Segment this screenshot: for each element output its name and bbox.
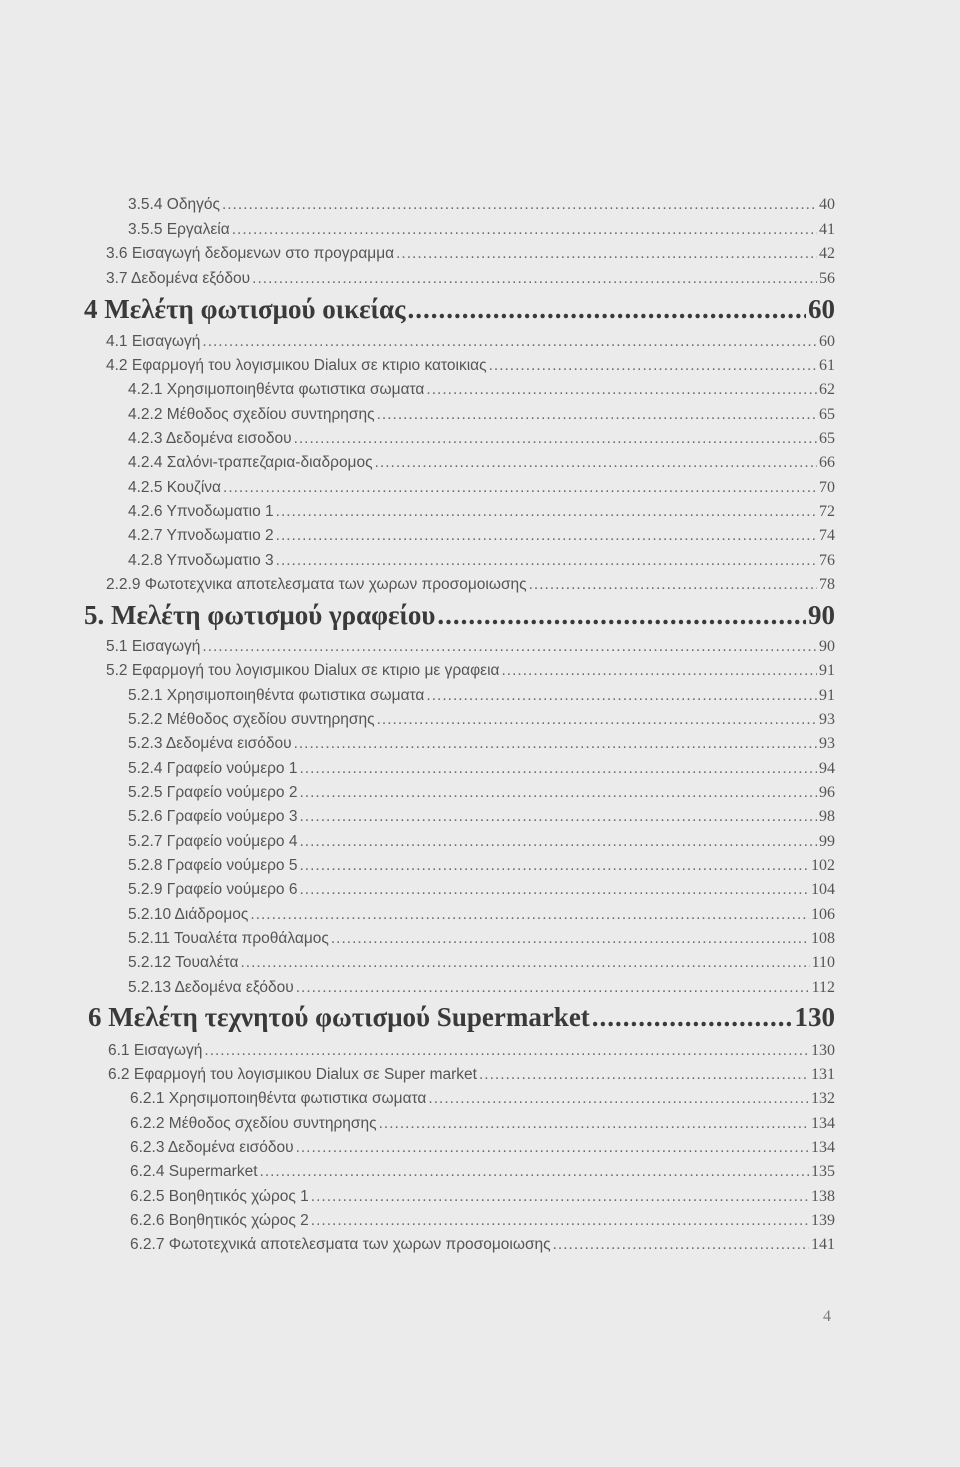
toc-entry-title: 5.2.9 Γραφείο νούμερο 6 xyxy=(128,881,298,898)
toc-entry-page: 138 xyxy=(811,1188,835,1205)
dot-leader xyxy=(202,635,817,659)
dot-leader xyxy=(204,1039,809,1063)
toc-entry-title: 5.2.2 Μέθοδος σχεδίου συντηρησης xyxy=(128,711,375,728)
toc-entry-title: 4.2 Εφαρμογή του λογισμικου Dialux σε κτιριο κατοικιας xyxy=(106,357,487,374)
toc-entry-page: 76 xyxy=(819,552,835,569)
toc-entry-page: 132 xyxy=(811,1090,835,1107)
toc-entry xyxy=(130,1160,835,1184)
toc-entry-title: 5.2.10 Διάδρομος xyxy=(128,906,249,923)
toc-entry-page: 66 xyxy=(819,454,835,471)
dot-leader xyxy=(260,1160,809,1184)
toc-entry xyxy=(130,1185,835,1209)
toc-entry-page: 62 xyxy=(819,381,835,398)
toc-entry-title: 3.7 Δεδομένα εξόδου xyxy=(106,270,251,287)
toc-entry-title: 4.2.6 Υπνοδωματιο 1 xyxy=(128,503,274,520)
dot-leader xyxy=(276,524,817,548)
toc-entry-page: 131 xyxy=(811,1066,835,1083)
toc-entry-page: 96 xyxy=(819,784,835,801)
toc-entry-page: 112 xyxy=(811,979,835,996)
toc-entry xyxy=(128,500,835,524)
toc-entry-title: 6.2.6 Βοηθητικός χώρος 2 xyxy=(130,1212,309,1229)
toc-entry-page: 108 xyxy=(811,930,835,947)
toc-entry-page: 40 xyxy=(819,196,835,213)
toc-entry-title: 5.2.7 Γραφείο νούμερο 4 xyxy=(128,833,298,850)
toc-chapter-entry xyxy=(84,599,835,631)
toc-entry-page: 60 xyxy=(819,333,835,350)
toc-entry-title: 4.2.3 Δεδομένα εισοδου xyxy=(128,430,292,447)
toc-entry-page: 99 xyxy=(819,833,835,850)
toc-entry xyxy=(128,927,835,951)
toc-entry-page: 130 xyxy=(811,1042,835,1059)
toc-entry-title: 4.2.8 Υπνοδωματιο 3 xyxy=(128,552,274,569)
toc-entry xyxy=(128,549,835,573)
dot-leader xyxy=(202,330,817,354)
dot-leader xyxy=(529,573,817,597)
toc-entry-title: 5.2.12 Τουαλέτα xyxy=(128,954,239,971)
toc-entry-page: 135 xyxy=(811,1163,835,1180)
toc-entry-title: 4.2.1 Χρησιμοποιηθέντα φωτιστικα σωματα xyxy=(128,381,425,398)
dot-leader xyxy=(375,451,817,475)
toc-entry-page: 42 xyxy=(819,245,835,262)
toc-entry-page: 94 xyxy=(819,760,835,777)
dot-leader xyxy=(489,354,817,378)
dot-leader xyxy=(428,1087,809,1111)
dot-leader xyxy=(232,218,817,242)
toc-entry xyxy=(130,1112,835,1136)
toc-entry xyxy=(130,1136,835,1160)
toc-entry-title: 2.2.9 Φωτοτεχνικα αποτελεσματα των χωρων προσομοιωσης xyxy=(106,576,527,593)
dot-leader xyxy=(502,659,818,683)
toc-entry xyxy=(128,976,835,1000)
toc-entry-title: 6.2.7 Φωτοτεχνικά αποτελεσματα των χωρων προσομοιωσης xyxy=(130,1236,551,1253)
toc-entry-title: 3.5.5 Εργαλεία xyxy=(128,221,230,238)
dot-leader xyxy=(592,1001,793,1033)
toc-entry xyxy=(106,354,835,378)
toc-entry xyxy=(130,1233,835,1257)
toc-entry-page: 61 xyxy=(819,357,835,374)
toc-entry-title: 4.1 Εισαγωγή xyxy=(106,333,201,350)
toc-entry-page: 56 xyxy=(819,270,835,287)
dot-leader xyxy=(294,427,817,451)
toc-entry-title: 6.2.4 Supermarket xyxy=(130,1163,258,1180)
toc-entry-page: 91 xyxy=(819,662,835,679)
dot-leader xyxy=(479,1063,809,1087)
dot-leader xyxy=(311,1209,809,1233)
toc-entry-title: 5.2.13 Δεδομένα εξόδου xyxy=(128,979,294,996)
dot-leader xyxy=(331,927,809,951)
toc-entry xyxy=(128,732,835,756)
toc-entry-page: 130 xyxy=(794,1002,835,1032)
toc-entry xyxy=(128,830,835,854)
toc-entry-page: 106 xyxy=(811,906,835,923)
toc-entry-title: 5.2 Εφαρμογή του λογισμικου Dialux σε κτιριο με γραφεια xyxy=(106,662,500,679)
toc-entry-page: 134 xyxy=(811,1139,835,1156)
toc-entry-title: 5.2.6 Γραφείο νούμερο 3 xyxy=(128,808,298,825)
toc-entry-title: 3.5.4 Οδηγός xyxy=(128,196,220,213)
dot-leader xyxy=(240,951,809,975)
toc-entry-page: 102 xyxy=(811,857,835,874)
dot-leader xyxy=(223,476,817,500)
toc-entry xyxy=(106,330,835,354)
toc-entry-page: 98 xyxy=(819,808,835,825)
dot-leader xyxy=(250,903,809,927)
toc-entry-title: 5.2.5 Γραφείο νούμερο 2 xyxy=(128,784,298,801)
toc-entry-title: 5.2.3 Δεδομένα εισόδου xyxy=(128,735,292,752)
toc-entry-title: 5.2.1 Χρησιμοποιηθέντα φωτιστικα σωματα xyxy=(128,687,425,704)
toc-entry-title: 6.2.2 Μέθοδος σχεδίου συντηρησης xyxy=(130,1115,377,1132)
dot-leader xyxy=(299,854,809,878)
toc-entry-page: 70 xyxy=(819,479,835,496)
dot-leader xyxy=(553,1233,809,1257)
toc-entry-title: 6 Μελέτη τεχνητού φωτισμού Supermarket xyxy=(88,1002,590,1032)
toc-entry-title: 4.2.4 Σαλόνι-τραπεζαρια-διαδρομος xyxy=(128,454,373,471)
toc-entry xyxy=(128,805,835,829)
toc-entry-title: 5.2.4 Γραφείο νούμερο 1 xyxy=(128,760,298,777)
toc-entry-page: 41 xyxy=(819,221,835,238)
toc-entry xyxy=(128,903,835,927)
dot-leader xyxy=(276,549,817,573)
page-number: 4 xyxy=(823,1308,831,1325)
toc-entry-page: 90 xyxy=(808,600,835,630)
toc-entry xyxy=(128,403,835,427)
toc-entry-page: 65 xyxy=(819,430,835,447)
dot-leader xyxy=(299,757,817,781)
toc-entry xyxy=(108,1063,835,1087)
toc-entry-page: 104 xyxy=(811,881,835,898)
toc-entry xyxy=(106,635,835,659)
toc-entry-title: 5.2.11 Τουαλέτα προθάλαμος xyxy=(128,930,329,947)
toc-entry xyxy=(128,524,835,548)
toc-entry xyxy=(128,451,835,475)
toc-entry xyxy=(128,757,835,781)
toc-entry-page: 74 xyxy=(819,527,835,544)
toc-entry-page: 90 xyxy=(819,638,835,655)
toc-entry xyxy=(108,1039,835,1063)
toc-entry-title: 4.2.2 Μέθοδος σχεδίου συντηρησης xyxy=(128,406,375,423)
toc-entry-page: 91 xyxy=(819,687,835,704)
dot-leader xyxy=(296,1136,809,1160)
dot-leader xyxy=(294,732,817,756)
toc-entry xyxy=(128,951,835,975)
toc-entry-page: 110 xyxy=(811,954,835,971)
toc-entry-title: 6.2.5 Βοηθητικός χώρος 1 xyxy=(130,1188,309,1205)
toc-entry-title: 3.6 Εισαγωγή δεδομενων στο προγραμμα xyxy=(106,245,395,262)
dot-leader xyxy=(407,293,806,325)
toc-entry xyxy=(128,427,835,451)
dot-leader xyxy=(396,242,817,266)
toc-entry xyxy=(128,476,835,500)
toc-entry-title: 6.1 Εισαγωγή xyxy=(108,1042,203,1059)
toc-entry-page: 139 xyxy=(811,1212,835,1229)
toc-entry xyxy=(106,242,835,266)
toc-entry-page: 65 xyxy=(819,406,835,423)
dot-leader xyxy=(377,403,817,427)
toc-entry xyxy=(128,378,835,402)
dot-leader xyxy=(311,1185,809,1209)
dot-leader xyxy=(299,830,817,854)
toc-entry-title: 5. Μελέτη φωτισμού γραφείου xyxy=(84,600,436,630)
toc-entry-title: 5.2.8 Γραφείο νούμερο 5 xyxy=(128,857,298,874)
toc-entry-title: 6.2 Εφαρμογή του λογισμικου Dialux σε Super market xyxy=(108,1066,477,1083)
toc-entry-page: 78 xyxy=(819,576,835,593)
dot-leader xyxy=(437,599,806,631)
toc-entry xyxy=(128,878,835,902)
toc-entry xyxy=(128,854,835,878)
toc-chapter-entry xyxy=(88,1001,835,1033)
dot-leader xyxy=(299,878,809,902)
toc-entry xyxy=(130,1209,835,1233)
toc-entry-title: 6.2.1 Χρησιμοποιηθέντα φωτιστικα σωματα xyxy=(130,1090,427,1107)
toc-entry-page: 134 xyxy=(811,1115,835,1132)
dot-leader xyxy=(252,267,817,291)
toc-entry-title: 4 Μελέτη φωτισμού οικείας xyxy=(84,294,406,324)
toc-entry xyxy=(128,708,835,732)
toc-entry-page: 93 xyxy=(819,735,835,752)
dot-leader xyxy=(426,684,817,708)
toc-entry xyxy=(128,218,835,242)
toc-entry xyxy=(128,193,835,217)
toc-entry xyxy=(106,659,835,683)
toc-entry-page: 60 xyxy=(808,294,835,324)
toc-entry-page: 141 xyxy=(811,1236,835,1253)
toc-entry xyxy=(128,781,835,805)
toc-entry-page: 72 xyxy=(819,503,835,520)
dot-leader xyxy=(276,500,817,524)
toc-entry-title: 6.2.3 Δεδομένα εισόδου xyxy=(130,1139,294,1156)
dot-leader xyxy=(296,976,810,1000)
dot-leader xyxy=(426,378,817,402)
dot-leader xyxy=(377,708,817,732)
dot-leader xyxy=(222,193,817,217)
dot-leader xyxy=(379,1112,809,1136)
toc-entry xyxy=(128,684,835,708)
toc-entry xyxy=(106,573,835,597)
toc-entry xyxy=(106,267,835,291)
toc-entry-title: 4.2.7 Υπνοδωματιο 2 xyxy=(128,527,274,544)
toc-entry-title: 4.2.5 Κουζίνα xyxy=(128,479,222,496)
toc-chapter-entry xyxy=(84,293,835,325)
toc-entry-page: 93 xyxy=(819,711,835,728)
toc-entry xyxy=(130,1087,835,1111)
dot-leader xyxy=(299,805,817,829)
dot-leader xyxy=(299,781,817,805)
toc-entry-title: 5.1 Εισαγωγή xyxy=(106,638,201,655)
